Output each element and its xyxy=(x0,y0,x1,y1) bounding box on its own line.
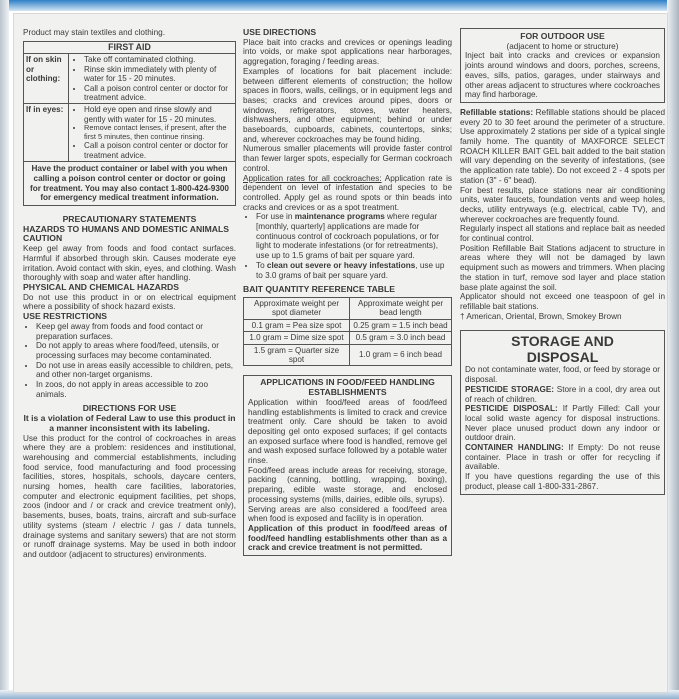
table-cell: 1.0 gram = 6 inch bead xyxy=(350,344,452,366)
table-header-row xyxy=(244,297,452,319)
outdoor-text: Inject bait into cracks and crevices or expansion joints around windows and doors, porches, screens, eaves, sills, patios, garages, under stairways and other areas adjacent to structures where cockroaches may find harborage. xyxy=(465,51,660,100)
use-directions-heading: USE DIRECTIONS xyxy=(243,27,317,37)
eyes-label: If in eyes: xyxy=(24,104,69,161)
container-handling: CONTAINER HANDLING: If Empty: Do not reuse container. Place in trash or offer for recycling if available. xyxy=(465,443,660,472)
use-directions-text: Place bait into cracks and crevices or openings leading into voids, or make spot applications near harborages, aggregation, foraging / feeding areas. xyxy=(243,37,452,67)
storage-disposal-box xyxy=(460,330,665,494)
table-cell: 1.0 gram = Dime size spot xyxy=(244,332,350,344)
storage-intro: Do not contaminate water, food, or feed by storage or disposal. xyxy=(465,365,660,385)
table-cell: 0.1 gram = Pea size spot xyxy=(244,319,350,331)
best-results-text: For best results, place stations near air conditioning units, water faucets, foundation vents and weep holes, decks, utility entryways (e.g. electrical, cable TV), and wherever cockroaches are frequently found. xyxy=(460,185,665,224)
eyes-item: • Remove contact lenses, if present, after the first 5 minutes, then continue rinsing. xyxy=(84,124,233,141)
skin-instructions xyxy=(71,55,233,102)
directions-text: Use this product for the control of cockroaches in areas where they are a problem: residences and institutional, warehousing and commercial establishments, including food service, food manufacturing and food processing facilities, stores, hospitals, schools, daycare centers, nursing homes, health care facilities, laboratories, computer and electronic equipment facilities, pet shops, zoos (indoor and / or crack and crevice treatment only), basements, buses, boats, trains, aircraft and sub-surface utility systems (steam / electric / gas / data tunnels, drainage systems and sanitary sewers) that are not storm or runoff drainage systems. May be used in both indoor and outdoor (adjacent to structures) environments. xyxy=(23,433,236,559)
pesticide-disposal: PESTICIDE DISPOSAL: If Partly Filled: Call your local solid waste agency for disposal instructions. Never place unused product down any indoor or outdoor drain. xyxy=(465,404,660,443)
poison-control-note: Have the product container or label with you when calling a poison control center or doctor or going for treatment. You may also contact 1-800-424-9300 for emergency medical treatment information. xyxy=(24,161,235,205)
caution-text: Keep gel away from foods and food contact surfaces. Harmful if absorbed through skin. Causes moderate eye irritation. Avoid contact with skin, eyes, and clothing. Wash thoroughly with soap and water after handling. xyxy=(23,244,236,283)
outdoor-use-box xyxy=(460,28,665,103)
food-handling-box xyxy=(243,375,452,556)
use-restrictions-list xyxy=(23,322,236,400)
first-aid-box xyxy=(23,41,236,206)
physical-hazards-text: Do not use this product in or on electrical equipment where a possibility of shock hazard exists. xyxy=(23,292,236,312)
box-top-edge xyxy=(0,0,679,11)
serving-areas-text: Serving areas are also considered a food/feed area when food is exposed and facility is in operation. xyxy=(248,504,447,524)
position-text: Position Refillable Bait Stations adjacent to structure in areas where they will not be damaged by lawn equipment such as mowers and trimmers. When placing the station in turf, remove sod layer and place station base plate against the soil. xyxy=(460,243,665,292)
food-areas-text: Food/feed areas include areas for receiving, storage, packing (canning, bottling, wrapping, boxing), preparing, edible waste storage, and enclosed processing systems (mills, dairies, edible oils, syrups). xyxy=(248,465,447,504)
eyes-item: • Hold eye open and rinse slowly and gently with water for 15 - 20 minutes. xyxy=(84,105,233,124)
placement-advice: Numerous smaller placements will provide faster control than fewer larger spots, especially for German cockroach control. xyxy=(243,144,452,173)
inspect-text: Regularly inspect all stations and replace bait as needed for continual control. xyxy=(460,224,665,244)
rates-label: Application rates for all cockroaches: xyxy=(243,173,382,183)
first-aid-title: FIRST AID xyxy=(24,42,235,55)
skin-item: • Take off contaminated clothing. xyxy=(84,55,233,64)
restriction-item: • In zoos, do not apply in areas accessible to zoo animals. xyxy=(36,380,236,399)
table-header: Approximate weight per spot diameter xyxy=(244,297,350,319)
stain-warning: Product may stain textiles and clothing. xyxy=(23,28,165,37)
column-middle xyxy=(243,28,452,556)
table-cell: 0.25 gram = 1.5 inch bead xyxy=(350,319,452,331)
first-aid-table xyxy=(24,54,235,161)
skin-item: • Call a poison control center or doctor for treatment advice. xyxy=(84,84,233,103)
maintenance-rate: • For use in maintenance programs where regular [monthly, quarterly] applications are made for continuous control of cockroach populations, or for light to moderate infestations (or for retreatments), use up to 1.5 grams of bait per square yard. xyxy=(256,212,452,261)
applicator-text: Applicator should not exceed one teaspoon of gel in refillable bait stations. xyxy=(460,292,665,311)
pesticide-storage: PESTICIDE STORAGE: Store in a cool, dry area out of reach of children. xyxy=(465,384,661,404)
storage-title-line2: DISPOSAL xyxy=(526,349,599,366)
outdoor-subheading: (adjacent to home or structure) xyxy=(506,41,619,51)
outdoor-heading: FOR OUTDOOR USE xyxy=(520,31,605,41)
questions-text: If you have questions regarding the use of this product, please call 1-800-331-2867. xyxy=(465,472,660,491)
eyes-instructions xyxy=(71,105,233,160)
restriction-item: • Do not apply to areas where food/feed, utensils, or processing surfaces may become contaminated. xyxy=(36,341,236,360)
placement-examples: Examples of locations for bait placement include: between different elements of construction; the hollow spaces in floors, walls, ceilings, or in equipment legs and bases; cracks and crevices around pipes, doors or windows, refrigerators, stoves, water heaters, dishwashers, and other equipment; behind or under baseboards, cupboards, cabinets, countertops, sinks; and, wherever cockroaches may be found hiding. xyxy=(243,66,452,144)
eyes-item: • Call a poison control center or doctor for treatment advice. xyxy=(84,141,233,160)
physical-hazards-heading: PHYSICAL AND CHEMICAL HAZARDS xyxy=(23,281,179,292)
caution-heading: CAUTION xyxy=(23,233,63,244)
restriction-item: • Keep gel away from foods and food contact or preparation surfaces. xyxy=(36,322,236,341)
rates-text: Application rate is dependent on level of infestation and species to be controlled. Apply gel as round spots or thin beads into cracks and crevices or as a spot treatment. xyxy=(243,173,453,212)
table-header: Approximate weight per bead length xyxy=(350,297,452,319)
food-handling-text: Application within food/feed areas of food/feed handling establishments is limited to crack and crevice treatment only. Care should be taken to avoid depositing gel onto exposed surfaces; if gel contacts an exposed surface where food is handled, remove gel and wash exposed surface followed by a potable water rinse. xyxy=(248,397,447,466)
rates-list xyxy=(243,212,452,280)
box-right-edge xyxy=(667,0,679,699)
table-cell: 0.5 gram = 3.0 inch bead xyxy=(350,332,452,344)
skin-item: • Rinse skin immediately with plenty of water for 15 - 20 minutes. xyxy=(84,65,233,84)
table-row xyxy=(244,319,452,331)
refill-text: Refillable stations should be placed every 20 to 30 feet around the perimeter of a structure. Use approximately 2 stations per side of a typical single family home. The quantity of MAXFORCE SELECT ROACH KILLER BAIT GEL bait added to the bait station will vary depending on the severity of infestations, (see the application rate table). Do not exceed 2 - 4 spots per station (3" - 6" bead). xyxy=(460,107,665,185)
table-cell: 1.5 gram = Quarter size spot xyxy=(244,344,350,366)
restriction-item: • Do not use in areas easily accessible to children, pets, and other non-target organisms. xyxy=(36,361,236,380)
precautionary-heading: PRECAUTIONARY STATEMENTS xyxy=(62,214,197,225)
refillable-stations xyxy=(460,108,665,186)
food-handling-heading: APPLICATIONS IN FOOD/FEED HANDLING ESTABLISHMENTS xyxy=(260,377,435,398)
use-restrictions-heading: USE RESTRICTIONS xyxy=(23,311,108,322)
food-handling-restriction: Application of this product in food/feed areas of food/feed handling establishments other than as a crack and crevice treatment is not permitted. xyxy=(248,523,447,553)
column-right xyxy=(460,28,665,495)
severe-rate: • To clean out severe or heavy infestations, use up to 3.0 grams of bait per square yard. xyxy=(256,261,452,280)
table-row xyxy=(244,344,452,366)
refill-label: Refillable stations: xyxy=(460,107,534,117)
table-row xyxy=(244,332,452,344)
bait-quantity-table xyxy=(243,297,452,366)
directions-heading: DIRECTIONS FOR USE xyxy=(82,403,177,414)
hazards-heading: HAZARDS TO HUMANS AND DOMESTIC ANIMALS xyxy=(23,223,229,234)
column-left xyxy=(23,28,236,560)
bait-table-title: BAIT QUANTITY REFERENCE TABLE xyxy=(243,284,395,295)
species-footnote: † American, Oriental, Brown, Smokey Brown xyxy=(460,311,622,321)
box-left-edge xyxy=(0,0,9,699)
application-rates xyxy=(243,174,452,213)
skin-label: If on skin or clothing: xyxy=(24,54,69,104)
federal-law-statement: It is a violation of Federal Law to use this product in a manner inconsistent with its labeling. xyxy=(23,413,236,433)
storage-title-line1: STORAGE AND xyxy=(511,333,614,350)
